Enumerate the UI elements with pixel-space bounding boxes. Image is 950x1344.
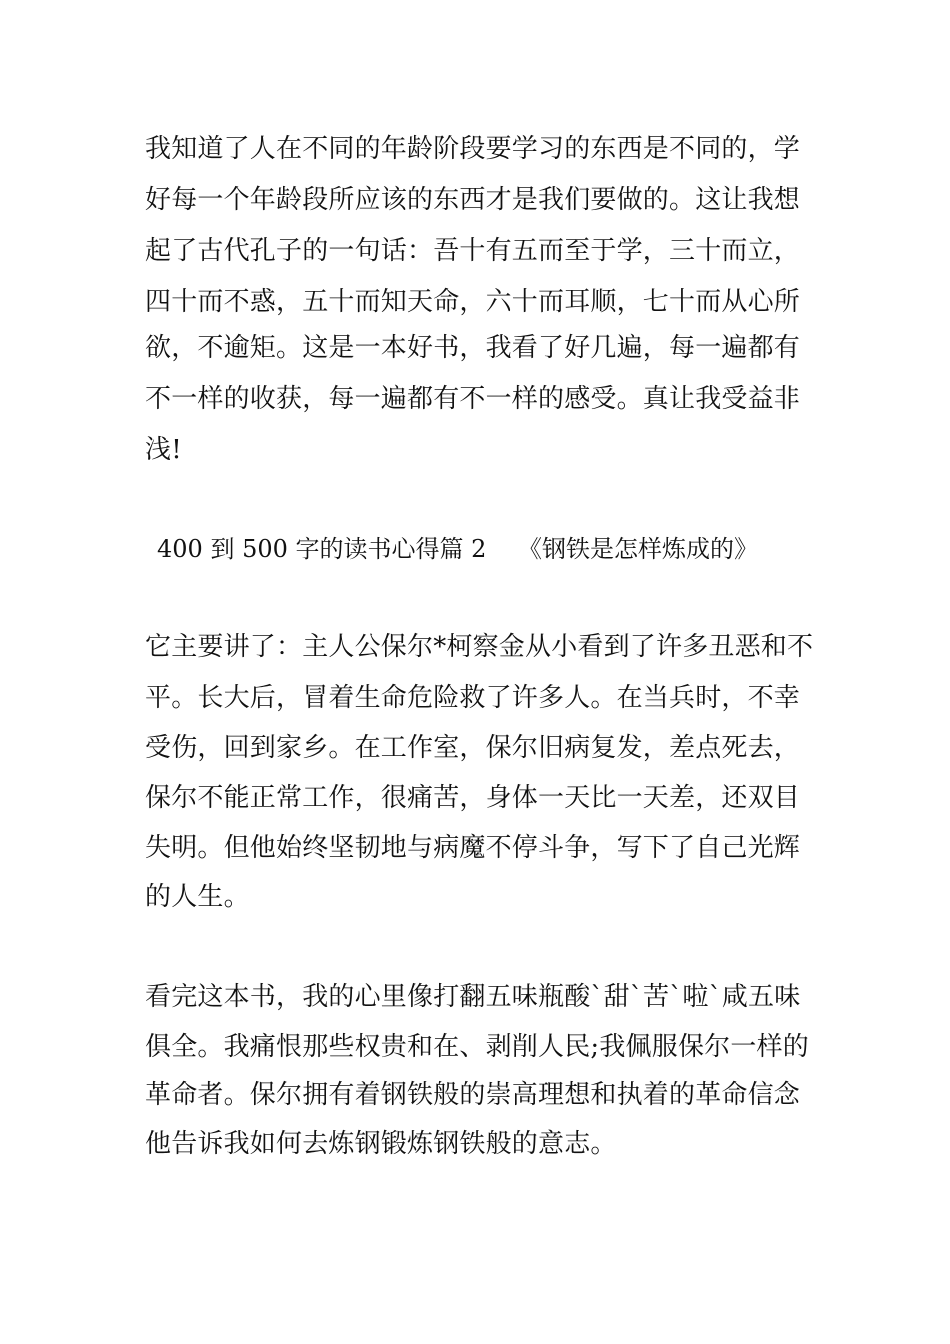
paragraph-line: 的人生。 [145, 882, 250, 912]
paragraph-line: 好每一个年龄段所应该的东西才是我们要做的。这让我想 [145, 185, 801, 215]
paragraph-line: 浅! [145, 435, 182, 465]
paragraph-line: 起了古代孔子的一句话：吾十有五而至于学，三十而立， [145, 236, 801, 266]
section-heading: 400 到 500 字的读书心得篇 2 《钢铁是怎样炼成的》 [157, 535, 759, 563]
paragraph-line: 革命者。保尔拥有着钢铁般的崇高理想和执着的革命信念 [145, 1080, 801, 1110]
paragraph-line: 保尔不能正常工作，很痛苦，身体一天比一天差，还双目 [145, 783, 801, 813]
paragraph-line: 我知道了人在不同的年龄阶段要学习的东西是不同的，学 [145, 134, 801, 164]
paragraph-line: 平。长大后，冒着生命危险救了许多人。在当兵时，不幸 [145, 683, 801, 713]
paragraph-line: 不一样的收获，每一遍都有不一样的感受。真让我受益非 [145, 384, 801, 414]
paragraph-line: 欲，不逾矩。这是一本好书，我看了好几遍，每一遍都有 [145, 333, 801, 363]
paragraph-line: 它主要讲了：主人公保尔*柯察金从小看到了许多丑恶和不 [145, 632, 814, 662]
paragraph-line: 看完这本书，我的心里像打翻五味瓶酸`甜`苦`啦`咸五味 [145, 982, 801, 1012]
paragraph-line: 四十而不惑，五十而知天命，六十而耳顺，七十而从心所 [145, 287, 801, 317]
paragraph-line: 失明。但他始终坚韧地与病魔不停斗争，写下了自己光辉 [145, 833, 801, 863]
paragraph-line: 俱全。我痛恨那些权贵和在、剥削人民;我佩服保尔一样的 [145, 1032, 809, 1062]
paragraph-line: 他告诉我如何去炼钢锻炼钢铁般的意志。 [145, 1129, 617, 1159]
paragraph-line: 受伤，回到家乡。在工作室，保尔旧病复发，差点死去， [145, 733, 801, 763]
